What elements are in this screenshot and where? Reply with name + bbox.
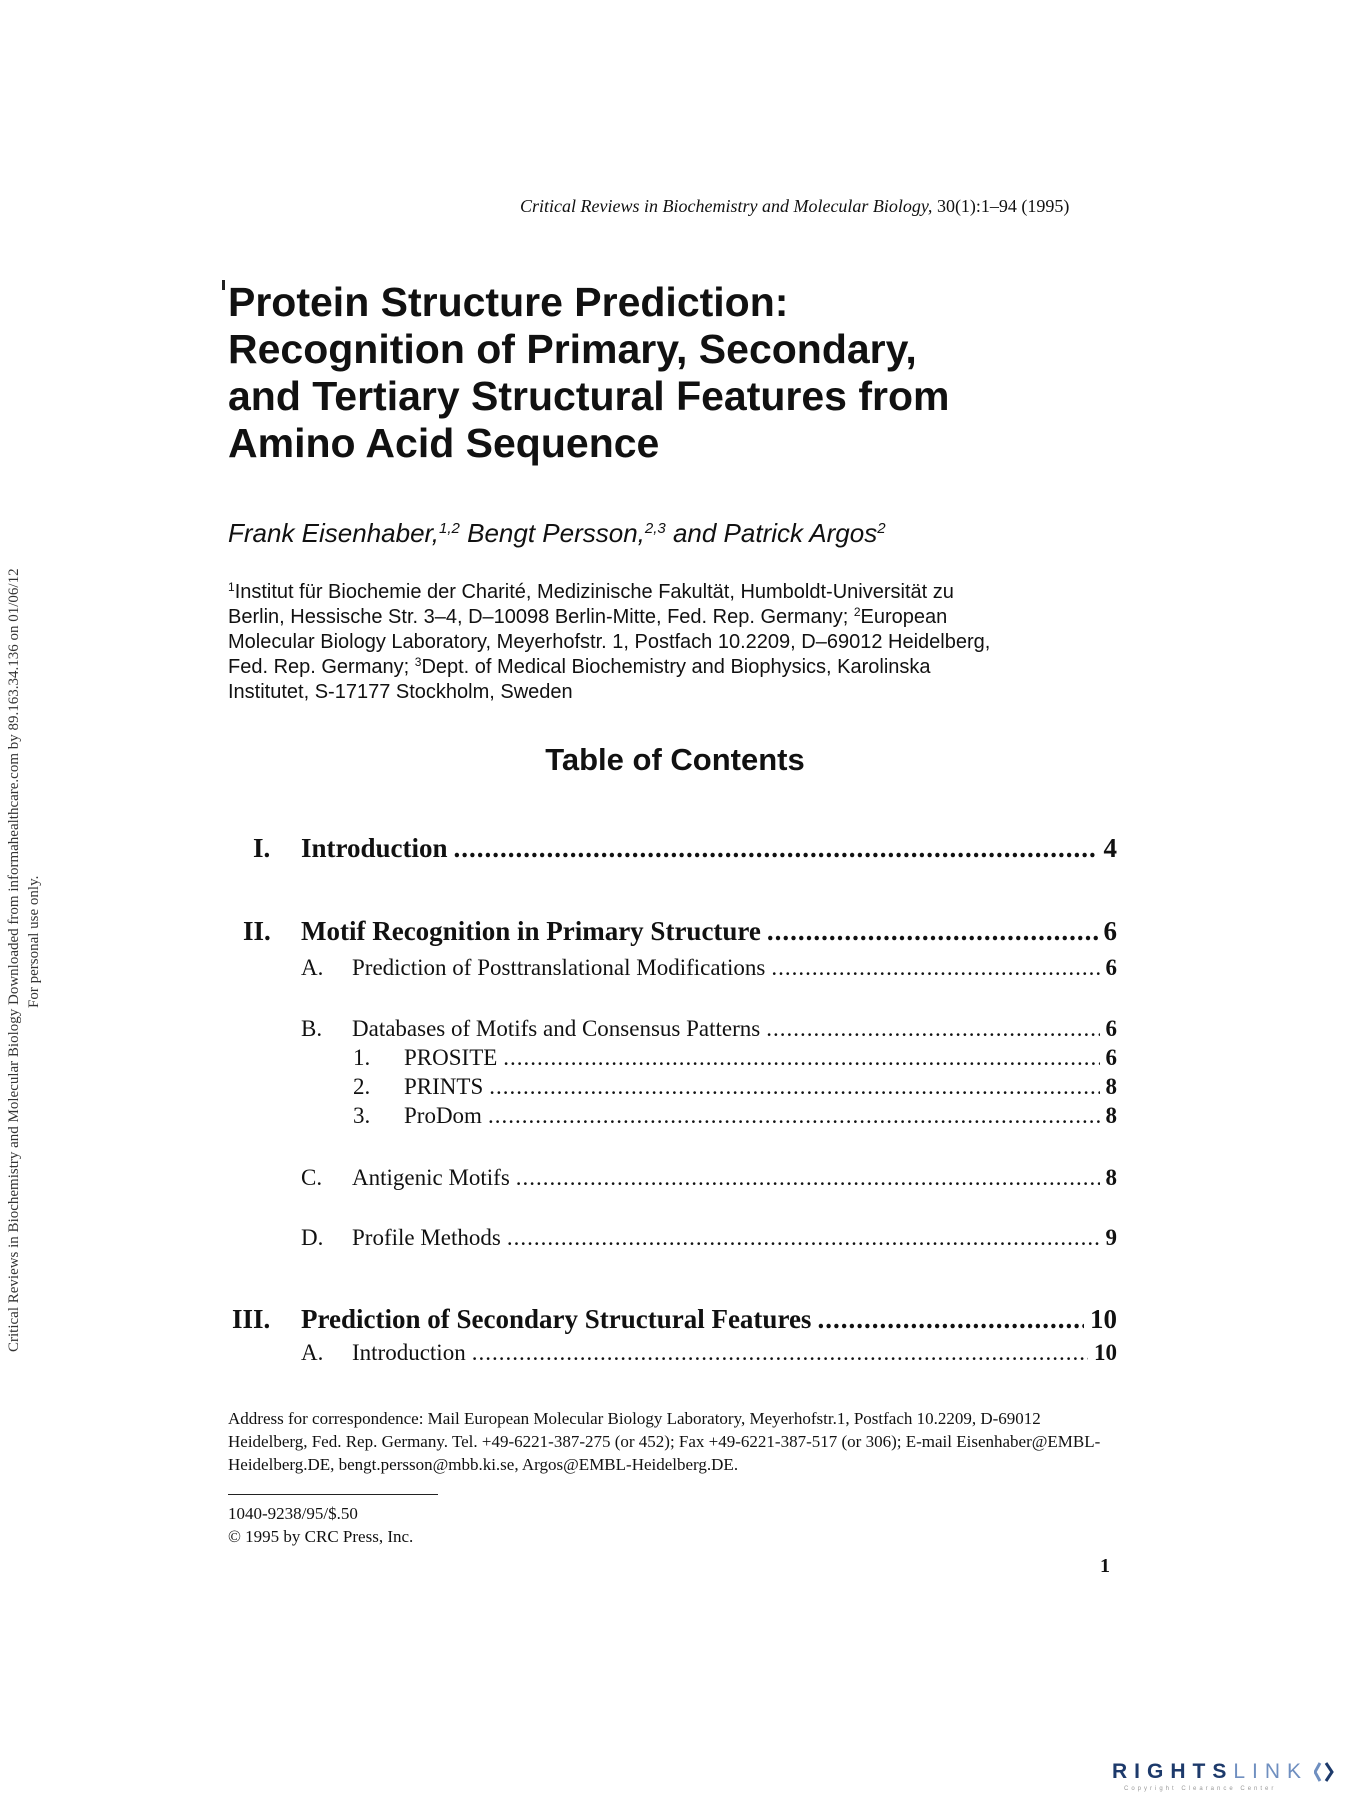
rightslink-logo[interactable] [1112, 1760, 1337, 1796]
toc-entry-number: A. [301, 1340, 324, 1365]
watermark-line-1: Critical Reviews in Biochemistry and Molecular Biology Downloaded from informahealthcare.com by 89.163.34.136 on 01/06/12 [6, 568, 22, 1352]
page-number: 1 [1100, 1555, 1110, 1577]
toc-entry-number: 2. [353, 1074, 371, 1099]
toc-entry-number: 1. [353, 1045, 371, 1070]
toc-entry-number: B. [301, 1016, 323, 1041]
toc-entry-page: 8 [1105, 1165, 1117, 1190]
toc-entry-number: II. [243, 916, 271, 946]
toc-entry-page: 6 [1103, 916, 1117, 946]
author-name: Bengt Persson, [459, 518, 645, 548]
toc-entry-label: ProDom [404, 1103, 482, 1128]
toc-leader-dots [489, 1074, 1099, 1100]
toc-entry-number: D. [301, 1225, 324, 1250]
toc-leader-dots [503, 1045, 1099, 1071]
author-affiliation-mark: 2,3 [644, 520, 666, 537]
affiliation-mark: 2 [853, 605, 861, 619]
publication-meta [228, 1502, 413, 1548]
toc-leader-dots [516, 1165, 1100, 1191]
toc-entry [301, 1165, 1117, 1191]
toc-entry-number: C. [301, 1165, 323, 1190]
affiliation-text: Dept. of Medical Biochemistry and Biophysics, Karolinska Institutet, S-17177 Stockholm, Sweden [228, 656, 931, 703]
toc-entry [243, 916, 1117, 947]
rightslink-tagline: Copyright Clearance Center [1124, 1786, 1277, 1792]
toc-entry-label: Databases of Motifs and Consensus Patterns [352, 1016, 761, 1041]
toc-entry-page: 6 [1105, 1045, 1117, 1070]
toc-entry-number: III. [232, 1304, 271, 1334]
affiliation-text: European Molecular Biology Laboratory, Meyerhofstr. 1, Postfach 10.2209, D–69012 Heidelberg, Fed. Rep. Germany; [228, 606, 991, 678]
title-line-1: Protein Structure Prediction: [228, 279, 789, 325]
toc-entry-label: Profile Methods [352, 1225, 501, 1250]
toc-entry-number: I. [253, 833, 271, 863]
toc-entry-label: PROSITE [404, 1045, 498, 1070]
toc-leader-dots [454, 833, 1098, 864]
toc-leader-dots [488, 1103, 1100, 1129]
toc-heading: Table of Contents [545, 742, 805, 777]
title-line-4: Amino Acid Sequence [228, 420, 660, 466]
toc-entry-label: Introduction [352, 1340, 466, 1365]
author-affiliation-mark: 1,2 [439, 520, 460, 537]
toc-leader-dots [766, 1016, 1099, 1042]
journal-name: Critical Reviews in Biochemistry and Molecular Biology, [520, 196, 933, 216]
rightslink-part-1: RIGHTS [1112, 1760, 1234, 1783]
toc-entry [301, 1340, 1117, 1366]
toc-entry [253, 833, 1117, 864]
toc-entry-page: 6 [1105, 1016, 1117, 1041]
title-line-3: and Tertiary Structural Features from [228, 373, 950, 419]
author-name: and Patrick Argos [665, 518, 878, 548]
rightslink-part-2: LINK [1233, 1760, 1309, 1783]
toc-entry-page: 9 [1105, 1225, 1117, 1250]
watermark-line-2: For personal use only. [26, 875, 42, 1008]
toc-entry-label: Antigenic Motifs [352, 1165, 510, 1190]
issn-line: 1040-9238/95/$.50 [228, 1504, 358, 1523]
toc-entry-label: Prediction of Secondary Structural Features [301, 1304, 812, 1334]
toc-entry-page: 10 [1090, 1304, 1117, 1334]
toc-leader-dots [767, 916, 1098, 947]
toc-entry [301, 955, 1117, 981]
footnote-divider [228, 1494, 438, 1495]
toc-entry [353, 1103, 1117, 1129]
toc-entry-number: A. [301, 955, 324, 980]
toc-entry-label: Motif Recognition in Primary Structure [301, 916, 761, 946]
author-name: Frank Eisenhaber, [228, 518, 440, 548]
affiliation-mark: 1 [228, 580, 235, 594]
toc-entry-page: 10 [1094, 1340, 1117, 1365]
toc-entry-label: Introduction [301, 833, 448, 863]
toc-entry-label: Prediction of Posttranslational Modifications [352, 955, 766, 980]
rightslink-wordmark [1112, 1760, 1308, 1784]
copyright-line: © 1995 by CRC Press, Inc. [228, 1527, 414, 1546]
toc-leader-dots [817, 1304, 1084, 1335]
rightslink-chevron-icon [1314, 1760, 1334, 1784]
journal-citation: 30(1):1–94 (1995) [936, 196, 1070, 216]
toc-entry-page: 8 [1105, 1103, 1117, 1128]
toc-entry [301, 1225, 1117, 1251]
toc-leader-dots [472, 1340, 1088, 1366]
toc-leader-dots [507, 1225, 1100, 1251]
toc-entry [301, 1016, 1117, 1042]
affiliation-mark: 3 [414, 655, 422, 669]
affiliation-text: Institut für Biochemie der Charité, Medizinische Fakultät, Humboldt-Universität zu Berlin, Hessische Str. 3–4, D–10098 Berlin-Mitte, Fed. Rep. Germany; [228, 581, 954, 628]
toc-entry-label: PRINTS [404, 1074, 484, 1099]
toc-entry-page: 8 [1105, 1074, 1117, 1099]
toc-entry [353, 1074, 1117, 1100]
toc-entry-number: 3. [353, 1103, 371, 1128]
title-line-2: Recognition of Primary, Secondary, [228, 326, 917, 372]
toc-entry [353, 1045, 1117, 1071]
toc-entry-page: 4 [1103, 833, 1117, 863]
correspondence-footnote: Address for correspondence: Mail European Molecular Biology Laboratory, Meyerhofstr.1, Postfach 10.2209, D-69012 Heidelberg, Fed. Rep. Germany. Tel. +49-6221-387-275 (or 452); Fax +49-6221-387-517 (or 306); E-mail Eisenhaber@EMBL-Heidelberg.DE, bengt.persson@mbb.ki.se, Argos@EMBL-Heidelberg.DE. [228, 1409, 1101, 1474]
author-affiliation-mark: 2 [877, 520, 886, 537]
toc-leader-dots [771, 955, 1099, 981]
toc-entry-page: 6 [1105, 955, 1117, 980]
toc-entry [232, 1304, 1117, 1335]
